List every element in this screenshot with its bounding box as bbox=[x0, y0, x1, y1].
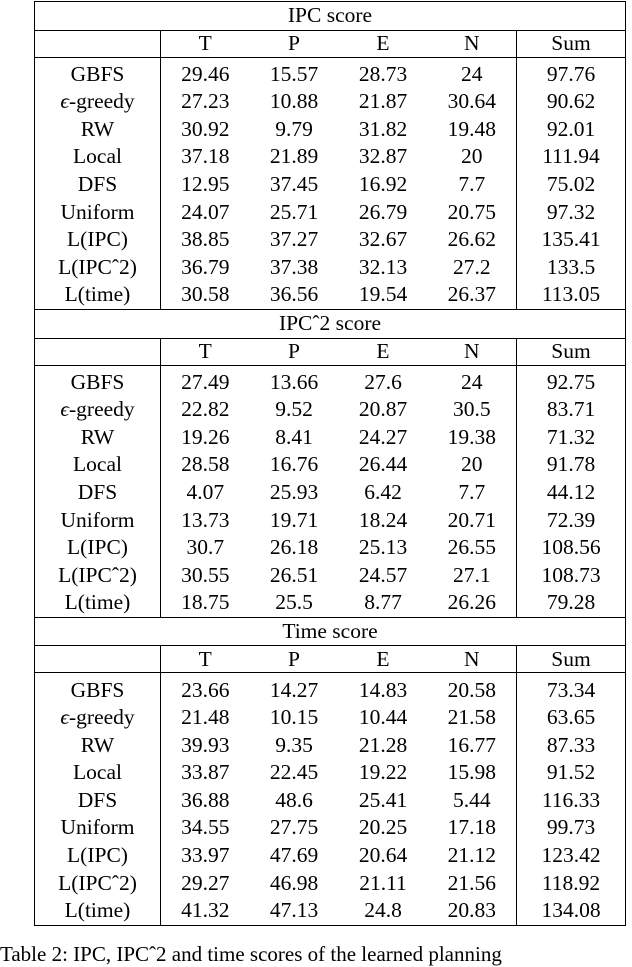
cell-n: 30.5 bbox=[428, 396, 517, 424]
column-header-p: P bbox=[250, 338, 339, 365]
results-table bbox=[34, 1, 626, 926]
cell-e: 32.13 bbox=[358, 254, 408, 279]
cell-sum: 99.73 bbox=[517, 814, 626, 842]
cell-n: 21.58 bbox=[428, 704, 517, 732]
cell-e: 21.11 bbox=[359, 870, 407, 895]
cell-sum: 123.42 bbox=[517, 842, 626, 870]
table-row bbox=[35, 424, 626, 452]
row-label: RW bbox=[35, 424, 161, 452]
cell-p: 27.75 bbox=[269, 815, 319, 840]
row-label: L(IPC) bbox=[35, 226, 161, 254]
cell-p: 37.45 bbox=[269, 172, 319, 197]
cell-sum: 71.32 bbox=[517, 424, 626, 452]
cell-n: 21.56 bbox=[428, 870, 517, 898]
row-label: Local bbox=[35, 451, 161, 479]
row-label: Local bbox=[35, 143, 161, 171]
cell-e: 16.92 bbox=[358, 172, 408, 197]
section-title-row bbox=[35, 2, 626, 31]
column-header-row bbox=[35, 646, 626, 673]
table-row bbox=[35, 396, 626, 424]
table-row bbox=[35, 534, 626, 562]
row-label: ϵ-greedy bbox=[35, 704, 161, 732]
cell-sum: 87.33 bbox=[517, 732, 626, 760]
cell-e: 26.44 bbox=[358, 452, 408, 477]
cell-p: 9.52 bbox=[275, 397, 313, 422]
cell-t: 33.97 bbox=[161, 842, 250, 870]
cell-t: 24.07 bbox=[161, 199, 250, 227]
column-header-n: N bbox=[428, 338, 517, 365]
cell-n: 27.1 bbox=[428, 562, 517, 590]
cell-t: 41.32 bbox=[161, 897, 250, 925]
cell-e: 8.77 bbox=[339, 589, 428, 617]
cell-n: 26.37 bbox=[428, 281, 517, 309]
section-title-row bbox=[35, 617, 626, 646]
cell-e: 28.73 bbox=[358, 61, 408, 86]
column-header-t: T bbox=[161, 30, 250, 57]
cell-n: 7.7 bbox=[428, 171, 517, 199]
cell-p: 46.98 bbox=[269, 870, 319, 895]
cell-t: 19.26 bbox=[161, 424, 250, 452]
column-header-row bbox=[35, 338, 626, 365]
cell-p: 14.27 bbox=[269, 677, 319, 702]
row-label: L(IPCˆ2) bbox=[35, 254, 161, 282]
cell-sum: 111.94 bbox=[517, 143, 626, 171]
cell-n: 20.83 bbox=[428, 897, 517, 925]
cell-p: 10.15 bbox=[269, 705, 319, 730]
cell-n: 20.71 bbox=[428, 507, 517, 535]
table-row bbox=[35, 870, 626, 898]
section-title: Time score bbox=[35, 617, 626, 646]
cell-sum: 97.76 bbox=[517, 61, 626, 89]
cell-p: 36.56 bbox=[250, 281, 339, 309]
cell-sum: 108.56 bbox=[517, 534, 626, 562]
table-row bbox=[35, 143, 626, 171]
row-label: L(IPCˆ2) bbox=[35, 562, 161, 590]
cell-n: 15.98 bbox=[428, 759, 517, 787]
cell-e: 24.27 bbox=[358, 424, 408, 449]
cell-t: 30.92 bbox=[161, 116, 250, 144]
cell-t: 36.79 bbox=[161, 254, 250, 282]
cell-e: 25.41 bbox=[358, 787, 408, 812]
table-row bbox=[35, 676, 626, 704]
row-label: ϵ-greedy bbox=[35, 88, 161, 116]
cell-p: 16.76 bbox=[269, 452, 319, 477]
cell-e: 20.25 bbox=[358, 815, 408, 840]
cell-p: 9.35 bbox=[275, 732, 313, 757]
cell-p: 19.71 bbox=[269, 507, 319, 532]
cell-t: 29.27 bbox=[161, 870, 250, 898]
cell-sum: 97.32 bbox=[517, 199, 626, 227]
table-row bbox=[35, 732, 626, 760]
cell-t: 27.49 bbox=[161, 369, 250, 397]
table-row bbox=[35, 281, 626, 309]
cell-t: 4.07 bbox=[161, 479, 250, 507]
cell-p: 9.79 bbox=[275, 116, 313, 141]
cell-p: 25.71 bbox=[269, 199, 319, 224]
cell-t: 34.55 bbox=[161, 814, 250, 842]
column-header-e: E bbox=[339, 338, 428, 365]
row-label: ϵ-greedy bbox=[35, 396, 161, 424]
column-header-t: T bbox=[161, 646, 250, 673]
column-header-t: T bbox=[161, 338, 250, 365]
cell-e: 27.6 bbox=[364, 369, 402, 394]
cell-t: 33.87 bbox=[161, 759, 250, 787]
table-row bbox=[35, 842, 626, 870]
cell-n: 26.26 bbox=[428, 589, 517, 617]
table-row bbox=[35, 759, 626, 787]
table-row bbox=[35, 589, 626, 617]
table-row bbox=[35, 88, 626, 116]
cell-sum: 91.78 bbox=[517, 451, 626, 479]
cell-p: 22.45 bbox=[269, 760, 319, 785]
cell-t: 23.66 bbox=[161, 676, 250, 704]
row-label: Uniform bbox=[35, 814, 161, 842]
cell-p: 26.18 bbox=[269, 535, 319, 560]
cell-sum: 133.5 bbox=[517, 254, 626, 282]
cell-e: 25.13 bbox=[358, 535, 408, 560]
table-row bbox=[35, 226, 626, 254]
cell-n: 17.18 bbox=[428, 814, 517, 842]
table-row bbox=[35, 479, 626, 507]
row-label: DFS bbox=[35, 171, 161, 199]
cell-n: 5.44 bbox=[428, 787, 517, 815]
cell-e: 24.8 bbox=[339, 897, 428, 925]
cell-t: 30.55 bbox=[161, 562, 250, 590]
cell-n: 20 bbox=[428, 451, 517, 479]
cell-sum: 44.12 bbox=[517, 479, 626, 507]
cell-e: 14.83 bbox=[358, 677, 408, 702]
row-label: L(IPC) bbox=[35, 534, 161, 562]
table-row bbox=[35, 451, 626, 479]
cell-p: 15.57 bbox=[269, 61, 319, 86]
row-label: GBFS bbox=[35, 61, 161, 89]
cell-sum: 134.08 bbox=[517, 897, 626, 925]
cell-t: 30.58 bbox=[161, 281, 250, 309]
cell-sum: 83.71 bbox=[517, 396, 626, 424]
cell-t: 36.88 bbox=[161, 787, 250, 815]
section-title: IPC score bbox=[35, 2, 626, 31]
cell-t: 38.85 bbox=[161, 226, 250, 254]
cell-e: 20.64 bbox=[358, 843, 408, 868]
cell-n: 19.38 bbox=[428, 424, 517, 452]
row-label: L(time) bbox=[35, 281, 161, 309]
cell-sum: 73.34 bbox=[517, 676, 626, 704]
epsilon-symbol: ϵ bbox=[60, 397, 69, 422]
cell-p: 25.5 bbox=[250, 589, 339, 617]
cell-e: 32.87 bbox=[358, 144, 408, 169]
cell-n: 21.12 bbox=[428, 842, 517, 870]
cell-e: 31.82 bbox=[358, 116, 408, 141]
cell-p: 26.51 bbox=[269, 562, 319, 587]
cell-sum: 92.01 bbox=[517, 116, 626, 144]
table-row bbox=[35, 897, 626, 925]
table-row bbox=[35, 369, 626, 397]
cell-n: 20.75 bbox=[428, 199, 517, 227]
cell-t: 12.95 bbox=[161, 171, 250, 199]
cell-t: 30.7 bbox=[161, 534, 250, 562]
cell-e: 20.87 bbox=[358, 397, 408, 422]
table-caption: Table 2: IPC, IPCˆ2 and time scores of the learned planning bbox=[0, 942, 502, 966]
cell-t: 18.75 bbox=[161, 589, 250, 617]
column-header-sum: Sum bbox=[517, 646, 626, 673]
cell-p: 47.69 bbox=[269, 843, 319, 868]
cell-n: 26.55 bbox=[428, 534, 517, 562]
column-header-p: P bbox=[250, 30, 339, 57]
cell-sum: 108.73 bbox=[517, 562, 626, 590]
row-label: DFS bbox=[35, 479, 161, 507]
cell-p: 21.89 bbox=[269, 144, 319, 169]
cell-p: 48.6 bbox=[275, 787, 313, 812]
cell-p: 25.93 bbox=[269, 479, 319, 504]
row-label: GBFS bbox=[35, 369, 161, 397]
table-row bbox=[35, 171, 626, 199]
table-row bbox=[35, 562, 626, 590]
cell-p: 10.88 bbox=[269, 89, 319, 114]
row-label: DFS bbox=[35, 787, 161, 815]
cell-sum: 72.39 bbox=[517, 507, 626, 535]
cell-n: 19.48 bbox=[428, 116, 517, 144]
cell-t: 21.48 bbox=[161, 704, 250, 732]
cell-n: 16.77 bbox=[428, 732, 517, 760]
row-label: GBFS bbox=[35, 676, 161, 704]
column-header-n: N bbox=[428, 30, 517, 57]
cell-p: 47.13 bbox=[250, 897, 339, 925]
cell-n: 24 bbox=[428, 369, 517, 397]
row-label: Local bbox=[35, 759, 161, 787]
cell-p: 8.41 bbox=[275, 424, 313, 449]
cell-n: 20 bbox=[428, 143, 517, 171]
row-label: Uniform bbox=[35, 199, 161, 227]
cell-p: 37.38 bbox=[269, 254, 319, 279]
cell-t: 28.58 bbox=[161, 451, 250, 479]
row-label: L(IPC) bbox=[35, 842, 161, 870]
column-header-e: E bbox=[339, 646, 428, 673]
cell-e: 19.54 bbox=[339, 281, 428, 309]
cell-sum: 90.62 bbox=[517, 88, 626, 116]
cell-t: 37.18 bbox=[161, 143, 250, 171]
cell-sum: 113.05 bbox=[517, 281, 626, 309]
row-label: L(time) bbox=[35, 897, 161, 925]
cell-sum: 116.33 bbox=[517, 787, 626, 815]
table-row bbox=[35, 61, 626, 89]
cell-t: 22.82 bbox=[161, 396, 250, 424]
epsilon-symbol: ϵ bbox=[60, 89, 69, 114]
cell-sum: 79.28 bbox=[517, 589, 626, 617]
cell-sum: 91.52 bbox=[517, 759, 626, 787]
table-row bbox=[35, 199, 626, 227]
section-title-row bbox=[35, 309, 626, 338]
row-label: Uniform bbox=[35, 507, 161, 535]
cell-e: 21.28 bbox=[358, 732, 408, 757]
cell-n: 24 bbox=[428, 61, 517, 89]
column-header-sum: Sum bbox=[517, 30, 626, 57]
row-label: L(time) bbox=[35, 589, 161, 617]
cell-n: 7.7 bbox=[428, 479, 517, 507]
cell-t: 39.93 bbox=[161, 732, 250, 760]
cell-p: 37.27 bbox=[269, 227, 319, 252]
cell-sum: 63.65 bbox=[517, 704, 626, 732]
cell-n: 20.58 bbox=[428, 676, 517, 704]
cell-n: 30.64 bbox=[428, 88, 517, 116]
cell-e: 19.22 bbox=[358, 760, 408, 785]
column-header-sum: Sum bbox=[517, 338, 626, 365]
column-header-n: N bbox=[428, 646, 517, 673]
cell-e: 10.44 bbox=[358, 705, 408, 730]
cell-e: 18.24 bbox=[358, 507, 408, 532]
cell-e: 24.57 bbox=[358, 562, 408, 587]
epsilon-symbol: ϵ bbox=[60, 705, 69, 730]
cell-sum: 135.41 bbox=[517, 226, 626, 254]
column-header-row bbox=[35, 30, 626, 57]
table-row bbox=[35, 254, 626, 282]
cell-sum: 75.02 bbox=[517, 171, 626, 199]
cell-t: 27.23 bbox=[161, 88, 250, 116]
cell-p: 13.66 bbox=[269, 369, 319, 394]
table-row bbox=[35, 814, 626, 842]
cell-e: 6.42 bbox=[364, 479, 402, 504]
column-header-p: P bbox=[250, 646, 339, 673]
header-blank-cell bbox=[35, 338, 161, 365]
cell-e: 26.79 bbox=[358, 199, 408, 224]
cell-n: 27.2 bbox=[428, 254, 517, 282]
table-row bbox=[35, 787, 626, 815]
header-blank-cell bbox=[35, 646, 161, 673]
row-label: L(IPCˆ2) bbox=[35, 870, 161, 898]
cell-sum: 92.75 bbox=[517, 369, 626, 397]
cell-e: 32.67 bbox=[358, 227, 408, 252]
cell-n: 26.62 bbox=[428, 226, 517, 254]
cell-t: 29.46 bbox=[161, 61, 250, 89]
cell-sum: 118.92 bbox=[517, 870, 626, 898]
row-label: RW bbox=[35, 732, 161, 760]
section-title: IPCˆ2 score bbox=[35, 309, 626, 338]
table-row bbox=[35, 116, 626, 144]
row-label: RW bbox=[35, 116, 161, 144]
table-row bbox=[35, 704, 626, 732]
cell-e: 21.87 bbox=[358, 89, 408, 114]
column-header-e: E bbox=[339, 30, 428, 57]
table-row bbox=[35, 507, 626, 535]
cell-t: 13.73 bbox=[161, 507, 250, 535]
header-blank-cell bbox=[35, 30, 161, 57]
